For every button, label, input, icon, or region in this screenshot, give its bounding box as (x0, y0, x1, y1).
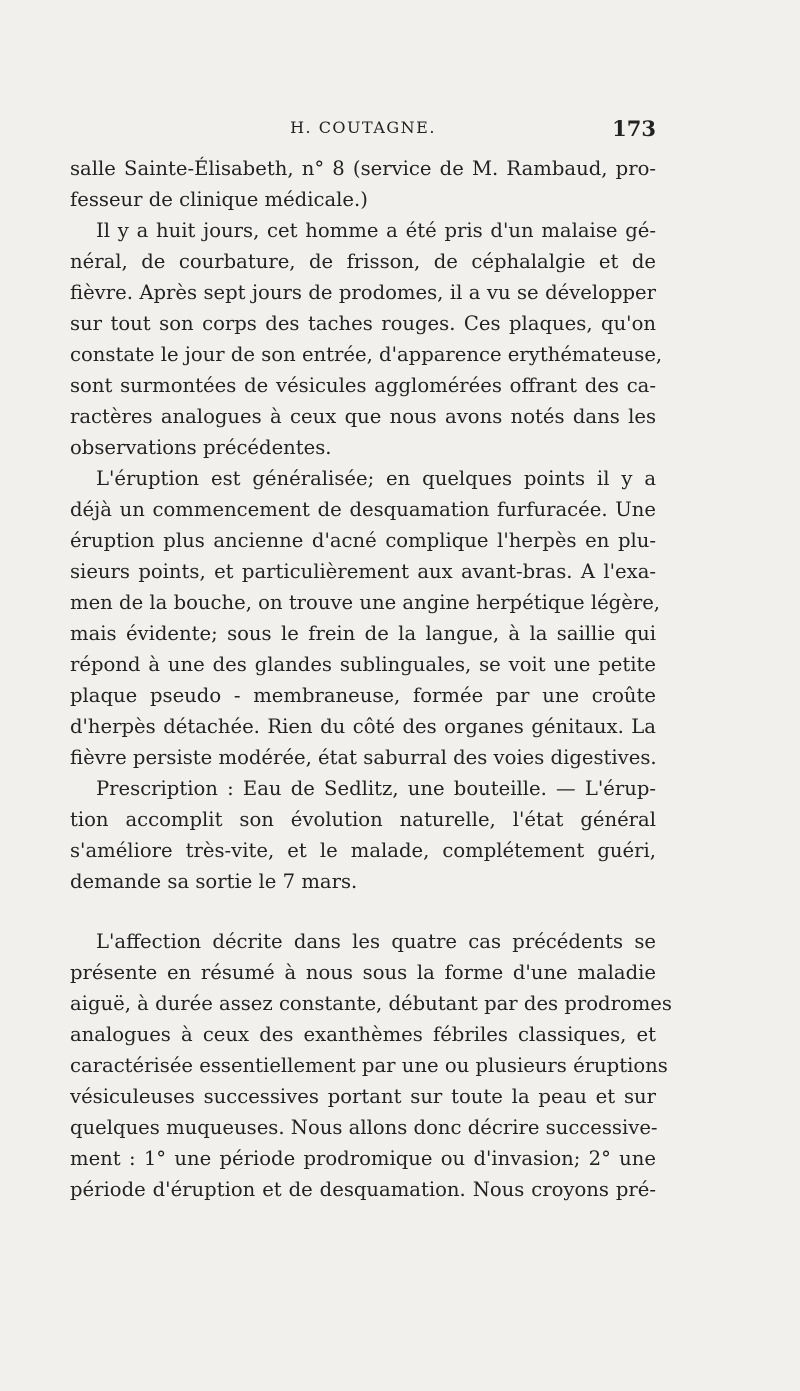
text-line: caractérisée essentiellement par une ou plusieurs éruptions (70, 1054, 668, 1077)
text-line: L'éruption est généralisée; en quelques points il y a (96, 467, 656, 490)
text-line: s'améliore très-vite, et le malade, complétement guéri, (70, 839, 656, 862)
text-line: aiguë, à durée assez constante, débutant par des prodromes (70, 992, 672, 1015)
running-head: H. COUTAGNE. (290, 118, 436, 137)
page-header (70, 116, 656, 146)
text-line: observations précédentes. (70, 436, 332, 459)
text-line: néral, de courbature, de frisson, de céphalalgie et de (70, 250, 656, 273)
text-line: salle Sainte-Élisabeth, n° 8 (service de M. Rambaud, pro- (70, 157, 656, 180)
text-line: fièvre. Après sept jours de prodomes, il a vu se développer (70, 281, 656, 304)
text-line: constate le jour de son entrée, d'apparence erythémateuse, (70, 343, 663, 366)
text-line: ractères analogues à ceux que nous avons notés dans les (70, 405, 656, 428)
text-line: période d'éruption et de desquamation. Nous croyons pré- (70, 1178, 656, 1201)
text-line: Prescription : Eau de Sedlitz, une bouteille. — L'érup- (96, 777, 656, 800)
text-line: analogues à ceux des exanthèmes fébriles classiques, et (70, 1023, 656, 1046)
text-line: men de la bouche, on trouve une angine herpétique légère, (70, 591, 661, 614)
text-line: quelques muqueuses. Nous allons donc décrire successive- (70, 1116, 658, 1139)
text-line: Il y a huit jours, cet homme a été pris d'un malaise gé- (96, 219, 656, 242)
text-line: répond à une des glandes sublinguales, se voit une petite (70, 653, 656, 676)
text-line: ment : 1° une période prodromique ou d'invasion; 2° une (70, 1147, 656, 1170)
text-line: sont surmontées de vésicules agglomérées offrant des ca- (70, 374, 656, 397)
text-line: mais évidente; sous le frein de la langue, à la saillie qui (70, 622, 656, 645)
text-line: présente en résumé à nous sous la forme d'une maladie (70, 961, 656, 984)
text-line: fesseur de clinique médicale.) (70, 188, 368, 211)
text-line: demande sa sortie le 7 mars. (70, 870, 358, 893)
text-line: sieurs points, et particulièrement aux avant-bras. A l'exa- (70, 560, 656, 583)
text-line: déjà un commencement de desquamation furfuracée. Une (70, 498, 656, 521)
page-number: 173 (612, 116, 656, 141)
text-line: sur tout son corps des taches rouges. Ces plaques, qu'on (70, 312, 656, 335)
text-line: éruption plus ancienne d'acné complique l'herpès en plu- (70, 529, 656, 552)
text-line: vésiculeuses successives portant sur toute la peau et sur (70, 1085, 656, 1108)
text-line: fièvre persiste modérée, état saburral des voies digestives. (70, 746, 657, 769)
text-line: d'herpès détachée. Rien du côté des organes génitaux. La (70, 715, 656, 738)
text-line: L'affection décrite dans les quatre cas précédents se (96, 930, 656, 953)
text-line: tion accomplit son évolution naturelle, l'état général (70, 808, 656, 831)
case-report-text (70, 153, 663, 897)
text-line: plaque pseudo - membraneuse, formée par une croûte (70, 684, 656, 707)
summary-text (70, 926, 672, 1205)
